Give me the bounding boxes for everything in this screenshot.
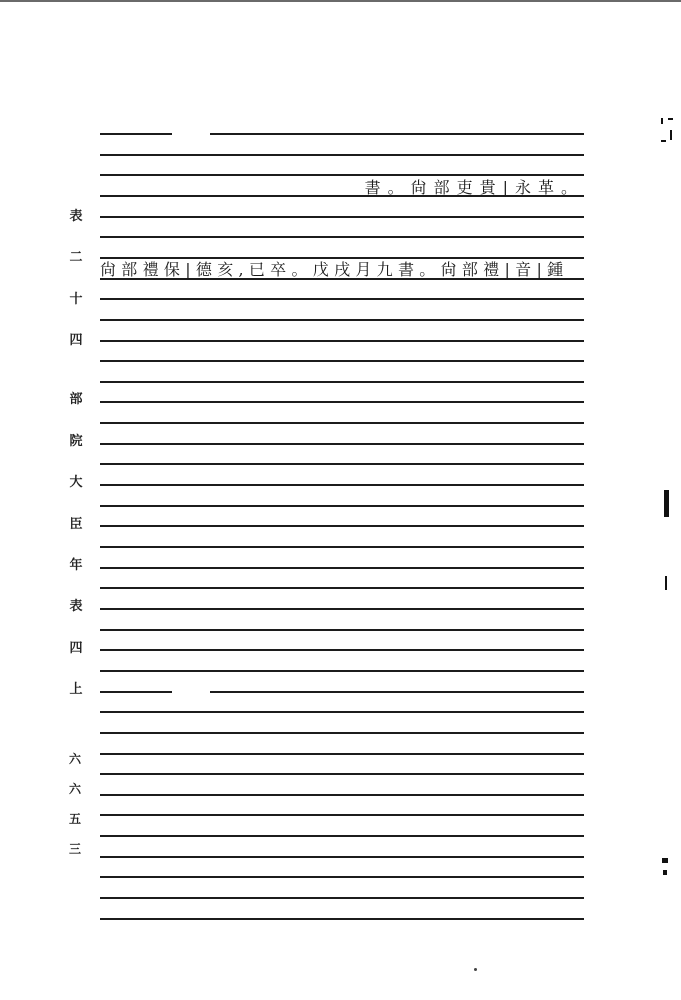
title-char: 四 xyxy=(69,640,83,656)
ruled-line xyxy=(100,360,584,362)
edge-mark xyxy=(661,140,666,142)
page-number-char: 六 xyxy=(68,782,81,796)
ruled-line xyxy=(100,608,584,610)
title-char: 四 xyxy=(69,332,83,348)
ruled-line xyxy=(100,691,584,693)
ruled-line xyxy=(100,567,584,569)
ruled-line xyxy=(100,319,584,321)
ruled-line xyxy=(100,773,584,775)
ruled-line xyxy=(100,401,584,403)
ruled-line xyxy=(100,154,584,156)
ruled-line xyxy=(100,298,584,300)
ruled-line xyxy=(100,629,584,631)
ruled-line xyxy=(100,753,584,755)
edge-mark xyxy=(668,118,673,120)
edge-mark xyxy=(663,870,667,875)
edge-mark xyxy=(662,858,668,863)
title-char: 表 xyxy=(69,208,83,224)
ruled-line xyxy=(100,133,584,135)
ruled-line xyxy=(100,876,584,878)
ruled-line xyxy=(100,897,584,899)
ruled-line xyxy=(100,546,584,548)
ruled-line xyxy=(100,587,584,589)
edge-mark xyxy=(664,490,669,517)
ruled-line xyxy=(100,422,584,424)
ruled-line xyxy=(100,505,584,507)
ruled-line xyxy=(100,711,584,713)
title-char: 表 xyxy=(69,599,83,615)
ruled-line xyxy=(100,463,584,465)
edge-mark xyxy=(661,118,663,124)
edge-mark xyxy=(665,576,667,590)
entry-row-2: 尙部禮保|德亥,已卒。戊戌月九書。尙部禮|音|鍾 xyxy=(100,260,569,279)
title-char: 臣 xyxy=(69,516,83,532)
ruled-line xyxy=(100,670,584,672)
title-char: 年 xyxy=(69,557,83,573)
title-char: 部 xyxy=(69,392,83,408)
title-char: 院 xyxy=(69,433,83,449)
ruled-line xyxy=(100,216,584,218)
ruled-line xyxy=(100,732,584,734)
title-char: 十 xyxy=(69,291,83,307)
entry-row-1: 書。尙部吏貴|永革。 xyxy=(364,178,584,197)
scan-speck xyxy=(474,968,477,971)
ruled-line xyxy=(100,443,584,445)
title-char: 大 xyxy=(69,475,83,491)
page-number-char: 三 xyxy=(68,842,81,856)
title-char: 二 xyxy=(69,250,83,266)
page-top-border xyxy=(0,0,681,2)
page-number-vertical xyxy=(64,737,86,857)
ruled-line xyxy=(100,814,584,816)
ruled-line xyxy=(100,649,584,651)
ruled-line xyxy=(100,856,584,858)
page-number-char: 六 xyxy=(68,752,81,766)
page-number-char: 五 xyxy=(68,812,81,826)
ruled-line xyxy=(100,794,584,796)
title-char: 上 xyxy=(69,682,83,698)
ruled-line xyxy=(100,484,584,486)
ruled-line xyxy=(100,381,584,383)
ruled-line xyxy=(100,525,584,527)
ruled-line xyxy=(100,236,584,238)
ruled-line xyxy=(100,340,584,342)
edge-mark xyxy=(670,130,672,140)
ruled-line xyxy=(100,918,584,920)
ruled-line xyxy=(100,835,584,837)
table-title-vertical xyxy=(66,186,86,701)
